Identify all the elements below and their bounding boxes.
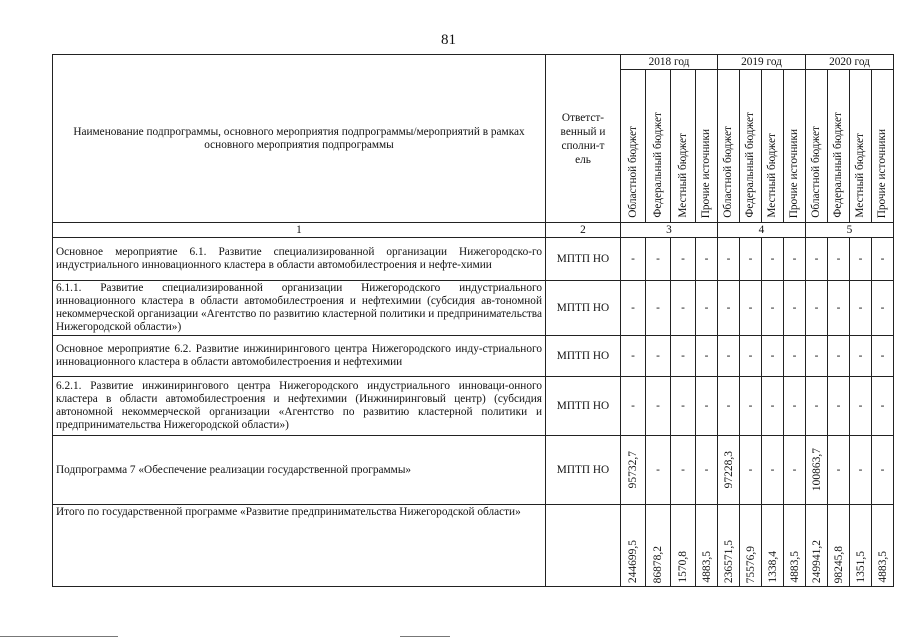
value-cell: - [806, 238, 828, 281]
page-number: 81 [441, 32, 456, 48]
value-cell: - [671, 436, 696, 505]
value-cell: - [696, 436, 718, 505]
row-executor: МПТП НО [546, 377, 621, 436]
row-executor: МПТП НО [546, 281, 621, 336]
value-cell: - [740, 436, 762, 505]
value-cell: 236571,5 [718, 505, 740, 587]
header-executor-cell [546, 55, 621, 223]
value-cell: - [646, 336, 671, 377]
value-cell: 86878,2 [646, 505, 671, 587]
table-row [53, 336, 894, 377]
value-cell: - [718, 281, 740, 336]
value-cell: - [671, 377, 696, 436]
row-name: Итого по государственной программе «Развитие предпринимательства Нижегородской области» [53, 505, 546, 587]
value-cell: - [646, 377, 671, 436]
value-cell: - [828, 238, 850, 281]
value-cell: 4883,5 [872, 505, 894, 587]
row-executor [546, 505, 621, 587]
col-number: 4 [718, 223, 806, 238]
value-cell: 98245,8 [828, 505, 850, 587]
scan-edge-line [400, 636, 450, 637]
source-header: Федеральный бюджет [646, 70, 671, 223]
value-cell: - [872, 281, 894, 336]
header-name-cell: Наименование подпрограммы, основного мероприятия подпрограммы/мероприятий в рамках основного мероприятия подпрограммы [53, 55, 546, 223]
value-cell: 249941,2 [806, 505, 828, 587]
value-cell: - [740, 281, 762, 336]
budget-table [52, 54, 894, 587]
row-name: Основное мероприятие 6.2. Развитие инжинирингового центра Нижегородского инду-стриального инновационного кластера в области автомобилестроения и нефтехимии [53, 336, 546, 377]
value-cell: - [621, 336, 646, 377]
value-cell: - [850, 377, 872, 436]
value-cell: - [696, 238, 718, 281]
value-cell: - [740, 336, 762, 377]
value-cell: - [806, 377, 828, 436]
year-2020: 2020 год [806, 55, 894, 70]
value-cell: - [872, 336, 894, 377]
row-executor: МПТП НО [546, 336, 621, 377]
value-cell: 97228,3 [718, 436, 740, 505]
scan-edge-line [0, 636, 118, 637]
value-cell: - [762, 436, 784, 505]
value-cell: - [646, 238, 671, 281]
value-cell: - [671, 281, 696, 336]
table-row [53, 281, 894, 336]
value-cell: - [696, 377, 718, 436]
value-cell: - [872, 436, 894, 505]
value-cell: 100863,7 [806, 436, 828, 505]
value-cell: - [784, 377, 806, 436]
value-cell: - [718, 336, 740, 377]
value-cell: - [740, 377, 762, 436]
source-header: Прочие источники [784, 70, 806, 223]
value-cell: 1351,5 [850, 505, 872, 587]
value-cell: - [621, 281, 646, 336]
year-2018: 2018 год [621, 55, 718, 70]
value-cell: - [806, 281, 828, 336]
value-cell: - [718, 377, 740, 436]
year-2019: 2019 год [718, 55, 806, 70]
row-executor: МПТП НО [546, 436, 621, 505]
value-cell: 95732,7 [621, 436, 646, 505]
value-cell: 1338,4 [762, 505, 784, 587]
value-cell: - [762, 281, 784, 336]
source-header: Федеральный бюджет [740, 70, 762, 223]
row-executor: МПТП НО [546, 238, 621, 281]
value-cell: - [646, 436, 671, 505]
value-cell: - [828, 281, 850, 336]
value-cell: - [872, 238, 894, 281]
value-cell: - [850, 238, 872, 281]
table-row [53, 377, 894, 436]
value-cell: - [621, 377, 646, 436]
table-row [53, 505, 894, 587]
value-cell: - [696, 336, 718, 377]
value-cell: - [784, 436, 806, 505]
value-cell: - [762, 377, 784, 436]
value-cell: - [784, 336, 806, 377]
value-cell: - [850, 281, 872, 336]
value-cell: 1570,8 [671, 505, 696, 587]
row-name: 6.2.1. Развитие инжинирингового центра Нижегородского индустриального инноваци-онного кластера в области автомобилестроения и нефтехимии (Инжиниринговый центр) (субсидия автономной некоммерческой организации «Агентство по развитию кластерной политики и предпринимательства Нижегородской области») [53, 377, 546, 436]
value-cell: 4883,5 [696, 505, 718, 587]
value-cell: - [784, 281, 806, 336]
row-name: 6.1.1. Развитие специализированной организации Нижегородского индустриального инновационного кластера в области автомобилестроения и нефтехимии (субсидия ав-тономной некоммерческой организации «Агентство по развитию кластерной политики и предпринимательства Нижегородской области») [53, 281, 546, 336]
source-header: Местный бюджет [762, 70, 784, 223]
value-cell: - [621, 238, 646, 281]
col-number: 1 [53, 223, 546, 238]
value-cell: - [806, 336, 828, 377]
value-cell: 75576,9 [740, 505, 762, 587]
source-header: Федеральный бюджет [828, 70, 850, 223]
source-header: Прочие источники [696, 70, 718, 223]
table-row [53, 238, 894, 281]
value-cell: - [671, 238, 696, 281]
value-cell: - [784, 238, 806, 281]
value-cell: - [850, 436, 872, 505]
value-cell: - [872, 377, 894, 436]
table-row [53, 436, 894, 505]
value-cell: - [850, 336, 872, 377]
source-header: Местный бюджет [671, 70, 696, 223]
row-name: Основное мероприятие 6.1. Развитие специализированной организации Нижегородско-го индустриального инновационного кластера в области автомобилестроения и нефте-химии [53, 238, 546, 281]
source-header: Областной бюджет [621, 70, 646, 223]
value-cell: - [828, 436, 850, 505]
col-number: 5 [806, 223, 894, 238]
row-name: Подпрограмма 7 «Обеспечение реализации государственной программы» [53, 436, 546, 505]
value-cell: 244699,5 [621, 505, 646, 587]
value-cell: - [828, 377, 850, 436]
value-cell: - [671, 336, 696, 377]
value-cell: - [762, 238, 784, 281]
source-header: Областной бюджет [806, 70, 828, 223]
value-cell: - [740, 238, 762, 281]
value-cell: - [762, 336, 784, 377]
value-cell: - [646, 281, 671, 336]
source-header: Прочие источники [872, 70, 894, 223]
value-cell: 4883,5 [784, 505, 806, 587]
source-header: Местный бюджет [850, 70, 872, 223]
value-cell: - [718, 238, 740, 281]
value-cell: - [828, 336, 850, 377]
col-number: 2 [546, 223, 621, 238]
source-header: Областной бюджет [718, 70, 740, 223]
value-cell: - [696, 281, 718, 336]
col-number: 3 [621, 223, 718, 238]
header-executor-text: Ответст-венный исполни-тель [560, 111, 606, 166]
